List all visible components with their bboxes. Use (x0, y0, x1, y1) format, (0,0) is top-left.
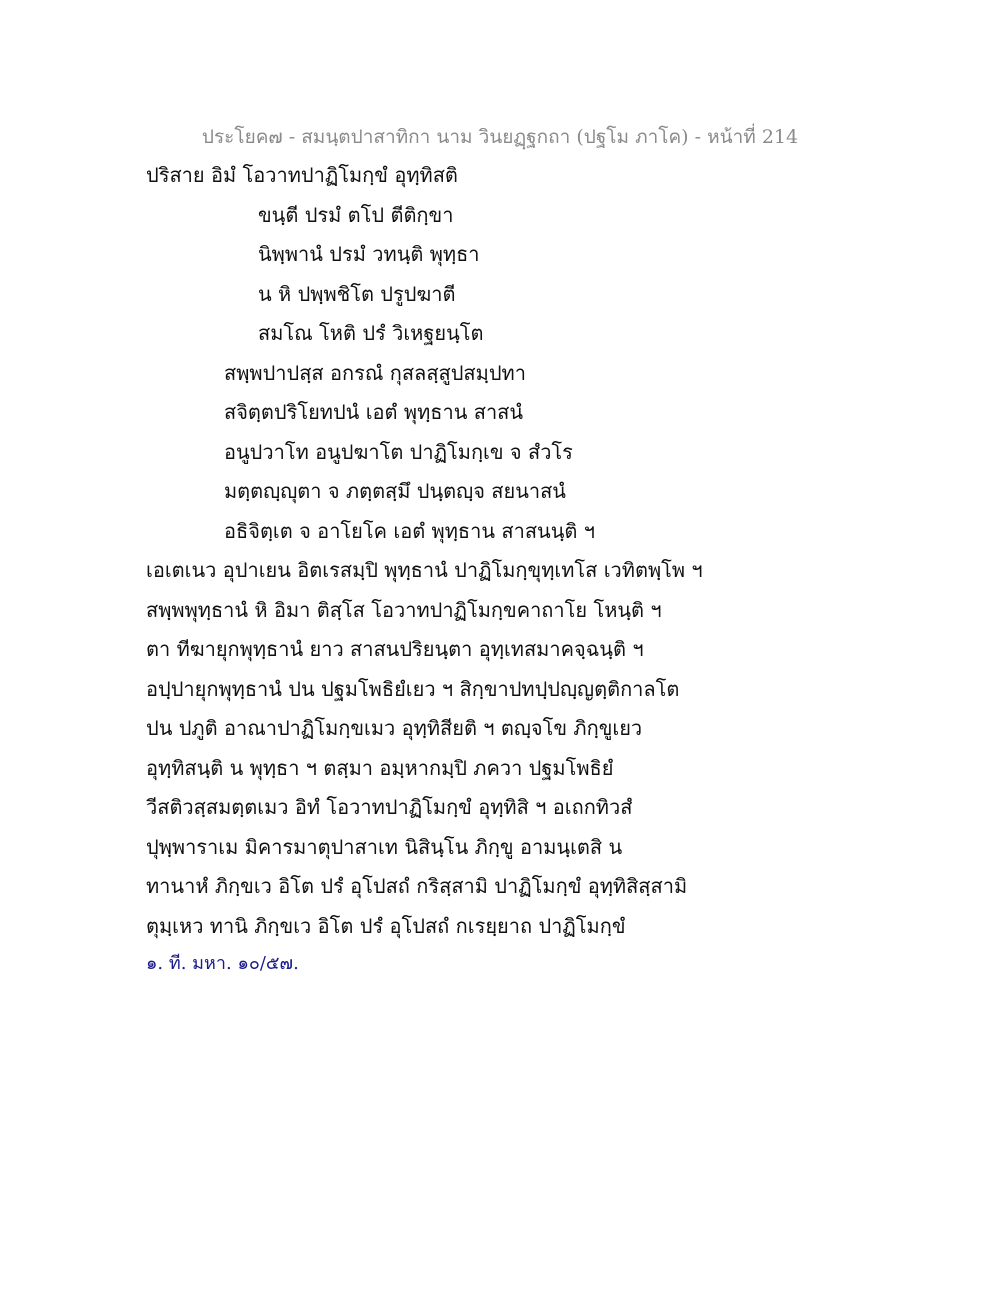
prose-line: ปริสาย อิมํ โอวาทปาฏิโมกฺขํ อุทฺทิสติ (146, 163, 458, 187)
page-body (146, 156, 866, 978)
prose-line: เอเตเนว อุปาเยน อิตเรสมฺปิ พุทฺธานํ ปาฏิโมกฺขุทฺเทโส เวทิตพฺโพ ฯ (146, 558, 703, 582)
prose-line: วีสติวสฺสมตฺตเมว อิทํ โอวาทปาฏิโมกฺขํ อุทฺทิสิ ฯ อเถกทิวสํ (146, 795, 633, 819)
verse-line: นิพฺพานํ ปรมํ วทนฺติ พุทฺธา (258, 242, 480, 266)
prose-line: ปุพฺพาราเม มิคารมาตุปาสาเท นิสินฺโน ภิกฺขู อามนฺเตสิ น (146, 834, 623, 859)
footnote: ๑. ที. มหา. ๑๐/๕๗. (146, 953, 299, 974)
prose-line: ปน ปภูติ อาณาปาฏิโมกฺขเมว อุทฺทิสียติ ฯ ตญฺจโข ภิกฺขูเยว (146, 716, 643, 740)
verse-line: อธิจิตฺเต จ อาโยโค เอตํ พุทฺธาน สาสนนฺติ ฯ (224, 518, 595, 543)
prose-line: ตา ทีฆายุกพุทฺธานํ ยาว สาสนปริยนฺตา อุทฺเทสมาคจฺฉนฺติ ฯ (146, 637, 644, 661)
verse-line: ขนฺตี ปรมํ ตโป ตีติกฺขา (258, 202, 454, 227)
prose-line: สพฺพพุทฺธานํ หิ อิมา ติสฺโส โอวาทปาฏิโมกฺขคาถาโย โหนฺติ ฯ (146, 597, 662, 622)
verse-line: น หิ ปพฺพชิโต ปรูปฆาตี (258, 281, 456, 306)
verse-line: อนูปวาโท อนูปฆาโต ปาฏิโมกฺเข จ สํวโร (224, 439, 573, 464)
prose-line: ทานาหํ ภิกฺขเว อิโต ปรํ อุโปสถํ กริสฺสามิ ปาฏิโมกฺขํ อุทฺทิสิสฺสามิ (146, 874, 688, 898)
prose-line: ตุมฺเหว ทานิ ภิกฺขเว อิโต ปรํ อุโปสถํ กเรยฺยาถ ปาฏิโมกฺขํ (146, 913, 626, 938)
prose-line: อปฺปายุกพุทฺธานํ ปน ปฐมโพธิยํเยว ฯ สิกฺขาปทปฺปญฺญตฺติกาลโต (146, 676, 680, 701)
verse-line: สมโณ โหติ ปรํ วิเหฐยนฺโต (258, 321, 484, 345)
page-header: ประโยค๗ - สมนฺตปาสาทิกา นาม วินยฏฺฐกถา (ปฐโม ภาโค) - หน้าที่ 214 (201, 126, 799, 148)
verse-line: สพฺพปาปสฺส อกรณํ กุสลสฺสูปสมฺปทา (224, 360, 526, 385)
prose-line: อุทฺทิสนฺติ น พุทฺธา ฯ ตสฺมา อมฺหากมฺปิ ภควา ปฐมโพธิยํ (146, 755, 614, 780)
verse-line: สจิตฺตปริโยทปนํ เอตํ พุทฺธาน สาสนํ (224, 400, 524, 424)
verse-line: มตฺตญฺญุตา จ ภตฺตสฺมึ ปนฺตญฺจ สยนาสนํ (224, 479, 566, 503)
